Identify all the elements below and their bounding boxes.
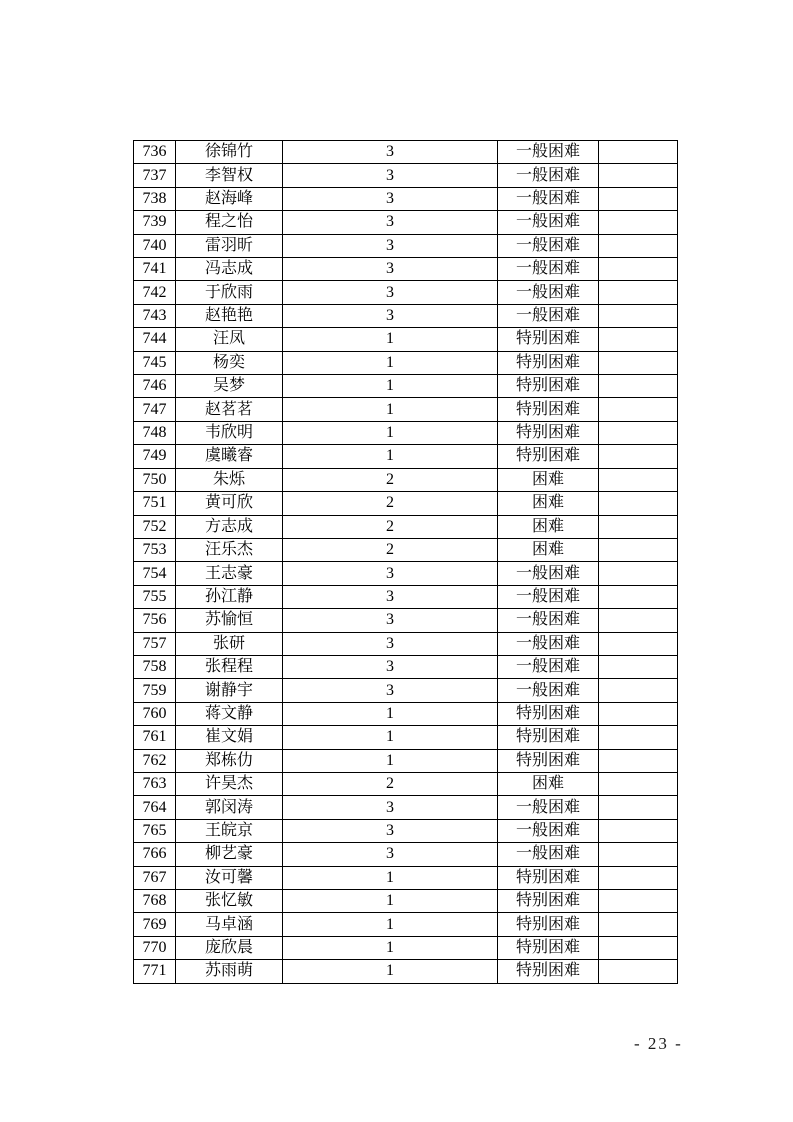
student-difficulty-table bbox=[133, 140, 678, 984]
table-row bbox=[134, 351, 678, 374]
cell-note bbox=[599, 281, 678, 304]
cell-level: 困难 bbox=[498, 468, 599, 491]
cell-note bbox=[599, 492, 678, 515]
cell-code: 3 bbox=[283, 796, 498, 819]
cell-level: 困难 bbox=[498, 538, 599, 561]
cell-code: 3 bbox=[283, 609, 498, 632]
table-row bbox=[134, 819, 678, 842]
cell-level: 特别困难 bbox=[498, 328, 599, 351]
cell-code: 1 bbox=[283, 749, 498, 772]
cell-name: 李智权 bbox=[176, 164, 283, 187]
cell-serial: 764 bbox=[134, 796, 176, 819]
cell-code: 3 bbox=[283, 281, 498, 304]
cell-code: 2 bbox=[283, 492, 498, 515]
cell-name: 雷羽昕 bbox=[176, 234, 283, 257]
cell-note bbox=[599, 585, 678, 608]
cell-name: 柳艺豪 bbox=[176, 843, 283, 866]
cell-name: 汪乐杰 bbox=[176, 538, 283, 561]
cell-code: 2 bbox=[283, 468, 498, 491]
cell-serial: 746 bbox=[134, 375, 176, 398]
cell-name: 王志豪 bbox=[176, 562, 283, 585]
table-row bbox=[134, 468, 678, 491]
cell-note bbox=[599, 328, 678, 351]
cell-note bbox=[599, 351, 678, 374]
cell-level: 一般困难 bbox=[498, 655, 599, 678]
table-row bbox=[134, 679, 678, 702]
table-row bbox=[134, 585, 678, 608]
cell-note bbox=[599, 632, 678, 655]
table-row bbox=[134, 655, 678, 678]
cell-name: 赵艳艳 bbox=[176, 304, 283, 327]
cell-code: 1 bbox=[283, 890, 498, 913]
cell-serial: 750 bbox=[134, 468, 176, 491]
cell-level: 一般困难 bbox=[498, 819, 599, 842]
cell-serial: 761 bbox=[134, 726, 176, 749]
table-row bbox=[134, 258, 678, 281]
table-row bbox=[134, 866, 678, 889]
table-row bbox=[134, 164, 678, 187]
table-row bbox=[134, 515, 678, 538]
cell-note bbox=[599, 726, 678, 749]
cell-code: 1 bbox=[283, 936, 498, 959]
cell-name: 郑栋仂 bbox=[176, 749, 283, 772]
cell-code: 3 bbox=[283, 843, 498, 866]
cell-serial: 771 bbox=[134, 960, 176, 983]
cell-level: 困难 bbox=[498, 772, 599, 795]
cell-name: 郭闵涛 bbox=[176, 796, 283, 819]
cell-serial: 762 bbox=[134, 749, 176, 772]
cell-name: 马卓涵 bbox=[176, 913, 283, 936]
cell-code: 3 bbox=[283, 234, 498, 257]
cell-note bbox=[599, 749, 678, 772]
cell-note bbox=[599, 398, 678, 421]
cell-name: 张程程 bbox=[176, 655, 283, 678]
cell-level: 特别困难 bbox=[498, 936, 599, 959]
cell-level: 特别困难 bbox=[498, 398, 599, 421]
cell-note bbox=[599, 936, 678, 959]
cell-level: 一般困难 bbox=[498, 141, 599, 164]
cell-name: 冯志成 bbox=[176, 258, 283, 281]
table-row bbox=[134, 726, 678, 749]
cell-code: 1 bbox=[283, 328, 498, 351]
cell-level: 一般困难 bbox=[498, 211, 599, 234]
cell-level: 特别困难 bbox=[498, 866, 599, 889]
cell-serial: 749 bbox=[134, 445, 176, 468]
cell-note bbox=[599, 468, 678, 491]
cell-name: 王皖京 bbox=[176, 819, 283, 842]
cell-name: 汪凤 bbox=[176, 328, 283, 351]
cell-serial: 755 bbox=[134, 585, 176, 608]
cell-note bbox=[599, 913, 678, 936]
cell-note bbox=[599, 141, 678, 164]
cell-level: 一般困难 bbox=[498, 796, 599, 819]
cell-code: 1 bbox=[283, 445, 498, 468]
cell-level: 特别困难 bbox=[498, 702, 599, 725]
cell-code: 1 bbox=[283, 960, 498, 983]
cell-serial: 767 bbox=[134, 866, 176, 889]
cell-serial: 744 bbox=[134, 328, 176, 351]
cell-name: 崔文娟 bbox=[176, 726, 283, 749]
cell-code: 1 bbox=[283, 398, 498, 421]
table-row bbox=[134, 796, 678, 819]
table-row bbox=[134, 141, 678, 164]
cell-serial: 754 bbox=[134, 562, 176, 585]
cell-serial: 738 bbox=[134, 187, 176, 210]
cell-level: 特别困难 bbox=[498, 726, 599, 749]
table-row bbox=[134, 632, 678, 655]
cell-code: 2 bbox=[283, 538, 498, 561]
table-row bbox=[134, 492, 678, 515]
cell-level: 特别困难 bbox=[498, 351, 599, 374]
cell-note bbox=[599, 843, 678, 866]
cell-serial: 739 bbox=[134, 211, 176, 234]
table-row bbox=[134, 211, 678, 234]
cell-note bbox=[599, 609, 678, 632]
cell-name: 许昊杰 bbox=[176, 772, 283, 795]
cell-note bbox=[599, 258, 678, 281]
cell-note bbox=[599, 866, 678, 889]
cell-serial: 741 bbox=[134, 258, 176, 281]
cell-serial: 742 bbox=[134, 281, 176, 304]
cell-code: 1 bbox=[283, 375, 498, 398]
cell-level: 一般困难 bbox=[498, 187, 599, 210]
cell-serial: 747 bbox=[134, 398, 176, 421]
cell-code: 3 bbox=[283, 304, 498, 327]
cell-note bbox=[599, 819, 678, 842]
cell-name: 虞曦睿 bbox=[176, 445, 283, 468]
cell-name: 吴梦 bbox=[176, 375, 283, 398]
cell-note bbox=[599, 890, 678, 913]
cell-serial: 768 bbox=[134, 890, 176, 913]
cell-serial: 766 bbox=[134, 843, 176, 866]
cell-serial: 748 bbox=[134, 421, 176, 444]
table-row bbox=[134, 890, 678, 913]
cell-name: 汝可馨 bbox=[176, 866, 283, 889]
cell-code: 3 bbox=[283, 211, 498, 234]
cell-code: 1 bbox=[283, 421, 498, 444]
cell-level: 一般困难 bbox=[498, 632, 599, 655]
table-row bbox=[134, 328, 678, 351]
cell-note bbox=[599, 421, 678, 444]
cell-level: 特别困难 bbox=[498, 421, 599, 444]
cell-note bbox=[599, 562, 678, 585]
cell-note bbox=[599, 772, 678, 795]
page-number: - 23 - bbox=[634, 1034, 683, 1053]
cell-code: 3 bbox=[283, 632, 498, 655]
cell-note bbox=[599, 375, 678, 398]
cell-name: 庞欣晨 bbox=[176, 936, 283, 959]
cell-code: 1 bbox=[283, 351, 498, 374]
cell-level: 一般困难 bbox=[498, 258, 599, 281]
cell-name: 徐锦竹 bbox=[176, 141, 283, 164]
table-row bbox=[134, 843, 678, 866]
cell-note bbox=[599, 515, 678, 538]
cell-name: 黄可欣 bbox=[176, 492, 283, 515]
table-row bbox=[134, 375, 678, 398]
cell-serial: 770 bbox=[134, 936, 176, 959]
cell-serial: 765 bbox=[134, 819, 176, 842]
table-row bbox=[134, 609, 678, 632]
table-row bbox=[134, 445, 678, 468]
cell-level: 特别困难 bbox=[498, 890, 599, 913]
cell-note bbox=[599, 679, 678, 702]
table-row bbox=[134, 936, 678, 959]
cell-name: 谢静宇 bbox=[176, 679, 283, 702]
cell-note bbox=[599, 702, 678, 725]
cell-level: 一般困难 bbox=[498, 843, 599, 866]
cell-level: 一般困难 bbox=[498, 679, 599, 702]
table-row bbox=[134, 304, 678, 327]
cell-level: 一般困难 bbox=[498, 164, 599, 187]
cell-note bbox=[599, 234, 678, 257]
table-row bbox=[134, 234, 678, 257]
table-row bbox=[134, 960, 678, 983]
cell-level: 特别困难 bbox=[498, 960, 599, 983]
cell-serial: 757 bbox=[134, 632, 176, 655]
cell-note bbox=[599, 211, 678, 234]
cell-name: 程之怡 bbox=[176, 211, 283, 234]
cell-name: 朱烁 bbox=[176, 468, 283, 491]
cell-level: 一般困难 bbox=[498, 562, 599, 585]
cell-serial: 745 bbox=[134, 351, 176, 374]
cell-code: 1 bbox=[283, 913, 498, 936]
cell-level: 一般困难 bbox=[498, 281, 599, 304]
cell-serial: 758 bbox=[134, 655, 176, 678]
cell-name: 赵茗茗 bbox=[176, 398, 283, 421]
cell-code: 3 bbox=[283, 141, 498, 164]
cell-serial: 752 bbox=[134, 515, 176, 538]
cell-code: 2 bbox=[283, 772, 498, 795]
cell-serial: 769 bbox=[134, 913, 176, 936]
cell-code: 3 bbox=[283, 258, 498, 281]
cell-name: 蒋文静 bbox=[176, 702, 283, 725]
cell-level: 一般困难 bbox=[498, 609, 599, 632]
cell-level: 一般困难 bbox=[498, 585, 599, 608]
cell-serial: 763 bbox=[134, 772, 176, 795]
table-row bbox=[134, 281, 678, 304]
cell-name: 韦欣明 bbox=[176, 421, 283, 444]
cell-level: 特别困难 bbox=[498, 749, 599, 772]
cell-name: 方志成 bbox=[176, 515, 283, 538]
cell-note bbox=[599, 304, 678, 327]
table-row bbox=[134, 702, 678, 725]
table-row bbox=[134, 913, 678, 936]
table-row bbox=[134, 772, 678, 795]
cell-note bbox=[599, 796, 678, 819]
cell-code: 3 bbox=[283, 679, 498, 702]
cell-note bbox=[599, 187, 678, 210]
cell-name: 苏雨萌 bbox=[176, 960, 283, 983]
cell-serial: 740 bbox=[134, 234, 176, 257]
cell-code: 3 bbox=[283, 164, 498, 187]
cell-serial: 753 bbox=[134, 538, 176, 561]
cell-serial: 760 bbox=[134, 702, 176, 725]
table-row bbox=[134, 562, 678, 585]
cell-level: 困难 bbox=[498, 492, 599, 515]
cell-level: 特别困难 bbox=[498, 913, 599, 936]
cell-name: 苏愉恒 bbox=[176, 609, 283, 632]
student-table-body bbox=[134, 141, 678, 984]
cell-level: 一般困难 bbox=[498, 234, 599, 257]
cell-note bbox=[599, 445, 678, 468]
cell-code: 1 bbox=[283, 702, 498, 725]
cell-code: 3 bbox=[283, 187, 498, 210]
cell-name: 张忆敏 bbox=[176, 890, 283, 913]
cell-level: 特别困难 bbox=[498, 445, 599, 468]
cell-serial: 759 bbox=[134, 679, 176, 702]
cell-serial: 756 bbox=[134, 609, 176, 632]
cell-note bbox=[599, 164, 678, 187]
cell-level: 特别困难 bbox=[498, 375, 599, 398]
cell-code: 1 bbox=[283, 866, 498, 889]
cell-name: 于欣雨 bbox=[176, 281, 283, 304]
cell-code: 3 bbox=[283, 819, 498, 842]
cell-serial: 737 bbox=[134, 164, 176, 187]
table-row bbox=[134, 538, 678, 561]
table-row bbox=[134, 749, 678, 772]
cell-name: 杨奕 bbox=[176, 351, 283, 374]
cell-serial: 743 bbox=[134, 304, 176, 327]
cell-code: 3 bbox=[283, 655, 498, 678]
cell-serial: 736 bbox=[134, 141, 176, 164]
table-row bbox=[134, 398, 678, 421]
cell-serial: 751 bbox=[134, 492, 176, 515]
cell-code: 1 bbox=[283, 726, 498, 749]
cell-note bbox=[599, 960, 678, 983]
cell-level: 一般困难 bbox=[498, 304, 599, 327]
cell-level: 困难 bbox=[498, 515, 599, 538]
cell-name: 孙江静 bbox=[176, 585, 283, 608]
table-row bbox=[134, 187, 678, 210]
cell-name: 张研 bbox=[176, 632, 283, 655]
cell-name: 赵海峰 bbox=[176, 187, 283, 210]
cell-code: 2 bbox=[283, 515, 498, 538]
table-row bbox=[134, 421, 678, 444]
cell-note bbox=[599, 538, 678, 561]
cell-code: 3 bbox=[283, 585, 498, 608]
cell-note bbox=[599, 655, 678, 678]
cell-code: 3 bbox=[283, 562, 498, 585]
